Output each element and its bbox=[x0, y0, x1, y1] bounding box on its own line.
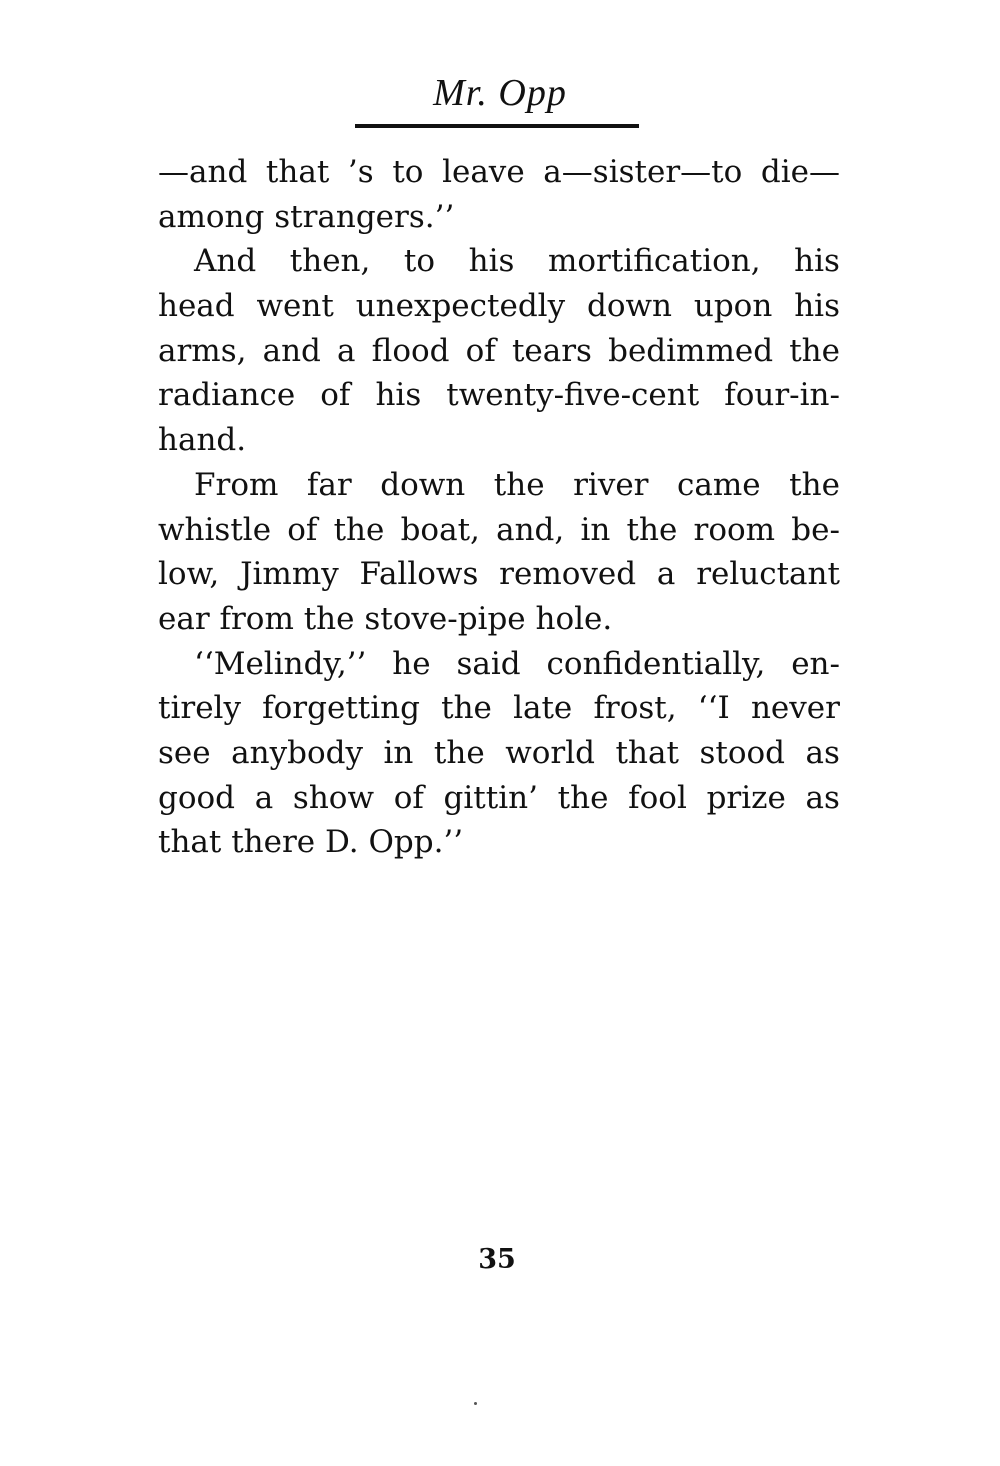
word: —and bbox=[158, 154, 248, 190]
word: far bbox=[306, 466, 352, 503]
word: stood bbox=[699, 734, 785, 771]
word: that bbox=[265, 154, 330, 190]
word: the bbox=[493, 466, 545, 503]
header-rule bbox=[355, 124, 639, 128]
text-line bbox=[158, 642, 840, 687]
word: upon bbox=[693, 288, 773, 325]
word: show bbox=[292, 779, 374, 816]
word: of bbox=[465, 332, 496, 369]
word: confidentially, bbox=[546, 645, 766, 682]
word: frost, bbox=[593, 690, 677, 727]
word: tirely bbox=[158, 690, 241, 727]
word: world bbox=[505, 734, 596, 771]
word: unexpectedly bbox=[355, 288, 566, 325]
word: reluctant bbox=[696, 556, 840, 593]
word: room bbox=[693, 511, 776, 548]
word: bedimmed bbox=[608, 332, 774, 369]
word: that bbox=[615, 734, 679, 771]
text-line bbox=[158, 284, 840, 329]
text-line bbox=[158, 150, 840, 195]
word: never bbox=[750, 690, 840, 727]
word: a bbox=[337, 332, 356, 369]
line-text: hand. bbox=[158, 422, 247, 459]
word: radiance bbox=[158, 377, 296, 414]
word: to bbox=[403, 243, 436, 280]
text-line bbox=[158, 373, 840, 418]
word: From bbox=[194, 466, 279, 503]
word: the bbox=[433, 734, 485, 771]
text-line bbox=[158, 686, 840, 731]
word: his bbox=[794, 288, 840, 325]
word: as bbox=[805, 734, 840, 771]
running-head: Mr. Opp bbox=[433, 72, 567, 114]
word: fool bbox=[628, 779, 687, 816]
word: of bbox=[287, 511, 318, 548]
word: his bbox=[794, 243, 840, 280]
word: then, bbox=[289, 243, 371, 280]
word: ’s bbox=[347, 154, 374, 190]
text-line bbox=[158, 820, 840, 865]
word: mortification, bbox=[547, 243, 761, 280]
word: en- bbox=[791, 645, 840, 682]
word: down bbox=[586, 288, 672, 325]
word: removed bbox=[499, 556, 637, 593]
word: river bbox=[573, 466, 649, 503]
word: Jimmy bbox=[240, 556, 339, 593]
word: the bbox=[789, 332, 840, 369]
word: of bbox=[320, 377, 351, 414]
word: of bbox=[393, 779, 424, 816]
word: low, bbox=[158, 556, 220, 593]
word: the bbox=[789, 466, 840, 503]
word: die— bbox=[760, 154, 840, 190]
word: a bbox=[656, 556, 676, 593]
word: boat, bbox=[400, 511, 480, 548]
word: forgetting bbox=[262, 690, 420, 727]
word: and bbox=[262, 332, 321, 369]
word: ‘‘Melindy,’’ bbox=[194, 645, 367, 682]
word: anybody bbox=[231, 734, 363, 771]
word: came bbox=[677, 466, 761, 503]
word: late bbox=[513, 690, 573, 727]
print-speck bbox=[474, 1402, 477, 1405]
word: said bbox=[456, 645, 521, 682]
word: his bbox=[468, 243, 515, 280]
text-line bbox=[158, 552, 840, 597]
line-text: among strangers.’’ bbox=[158, 198, 455, 235]
text-line bbox=[158, 776, 840, 821]
word: head bbox=[158, 288, 235, 325]
word: a bbox=[254, 779, 274, 816]
word: the bbox=[557, 779, 609, 816]
text-line bbox=[158, 195, 840, 240]
word: down bbox=[380, 466, 466, 503]
text-line bbox=[158, 597, 840, 642]
word: the bbox=[626, 511, 678, 548]
word: the bbox=[333, 511, 385, 548]
word: leave bbox=[442, 154, 525, 190]
word: to bbox=[392, 154, 424, 190]
line-text: ear from the stove-pipe hole. bbox=[158, 600, 613, 637]
word: in bbox=[580, 511, 611, 548]
word: ‘‘I bbox=[697, 690, 730, 727]
word: twenty-five-cent bbox=[446, 377, 700, 414]
word: his bbox=[375, 377, 422, 414]
word: good bbox=[158, 779, 236, 816]
word: four-in- bbox=[724, 377, 840, 414]
body-text bbox=[158, 150, 840, 865]
text-line bbox=[158, 239, 840, 284]
word: and, bbox=[496, 511, 565, 548]
word: tears bbox=[511, 332, 592, 369]
word: he bbox=[392, 645, 431, 682]
line-text: that there D. Opp.’’ bbox=[158, 824, 464, 861]
word: in bbox=[383, 734, 414, 771]
word: the bbox=[441, 690, 492, 727]
word: And bbox=[194, 243, 257, 280]
text-line bbox=[158, 508, 840, 553]
text-line bbox=[158, 418, 840, 463]
word: a—sister—to bbox=[543, 154, 743, 190]
word: went bbox=[256, 288, 334, 325]
word: gittin’ bbox=[443, 779, 538, 816]
word: arms, bbox=[158, 332, 247, 369]
word: flood bbox=[371, 332, 450, 369]
word: see bbox=[158, 734, 211, 771]
word: Fallows bbox=[359, 556, 479, 593]
text-line bbox=[158, 463, 840, 508]
word: whistle bbox=[158, 511, 272, 548]
word: prize bbox=[706, 779, 786, 816]
text-line bbox=[158, 731, 840, 776]
word: as bbox=[805, 779, 840, 816]
page-number: 35 bbox=[478, 1244, 516, 1275]
text-line bbox=[158, 329, 840, 374]
word: be- bbox=[791, 511, 840, 548]
